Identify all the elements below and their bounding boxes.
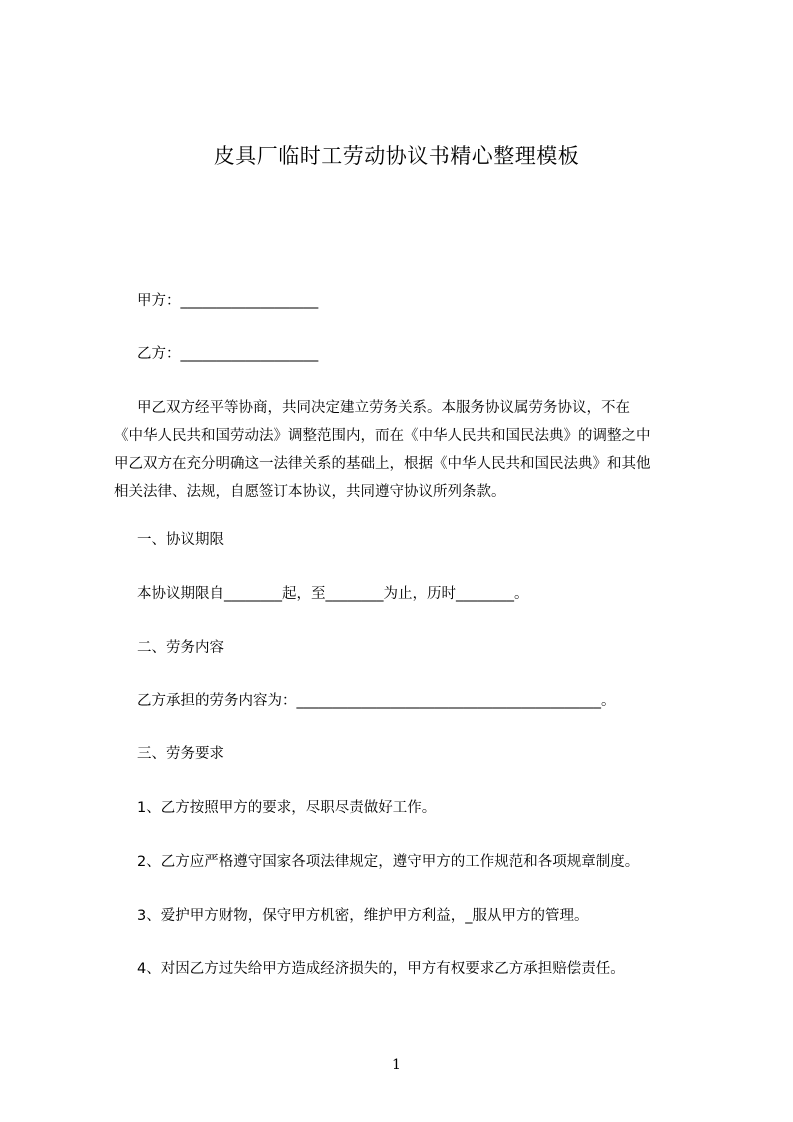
section3-item-4: 4、对因乙方过失给甲方造成经济损失的，甲方有权要求乙方承担赔偿责任。 xyxy=(137,961,625,977)
section3-item-3: 3、爱护甲方财物，保守甲方机密，维护甲方利益，_服从甲方的管理。 xyxy=(137,908,589,924)
page-number: 1 xyxy=(392,1057,401,1073)
section3-item-1: 1、乙方按照甲方的要求，尽职尽责做好工作。 xyxy=(137,800,437,816)
section3-heading: 三、劳务要求 xyxy=(137,746,224,762)
intro-line-1: 甲乙双方经平等协商，共同决定建立劳务关系。本服务协议属劳务协议，不在 xyxy=(137,400,630,416)
intro-paragraph xyxy=(114,394,674,506)
section1-text: 本协议期限自________起，至________为止，历时________。 xyxy=(137,586,529,602)
section3-item-2: 2、乙方应严格遵守国家各项法律规定，遵守甲方的工作规范和各项规章制度。 xyxy=(137,854,640,870)
party-b-line: 乙方：___________________ xyxy=(137,346,319,362)
section1-heading: 一、协议期限 xyxy=(137,532,224,548)
section2-text: 乙方承担的劳务内容为：__________________________________________。 xyxy=(137,693,616,709)
document-title: 皮具厂临时工劳动协议书精心整理模板 xyxy=(213,144,580,168)
section2-heading: 二、劳务内容 xyxy=(137,640,224,656)
party-a-line: 甲方：___________________ xyxy=(137,293,319,309)
intro-line-2: 《中华人民共和国劳动法》调整范围内，而在《中华人民共和国民法典》的调整之中 xyxy=(114,428,651,444)
intro-line-4: 相关法律、法规，自愿签订本协议，共同遵守协议所列条款。 xyxy=(114,484,506,500)
intro-line-3: 甲乙双方在充分明确这一法律关系的基础上，根据《中华人民共和国民法典》和其他 xyxy=(114,456,651,472)
